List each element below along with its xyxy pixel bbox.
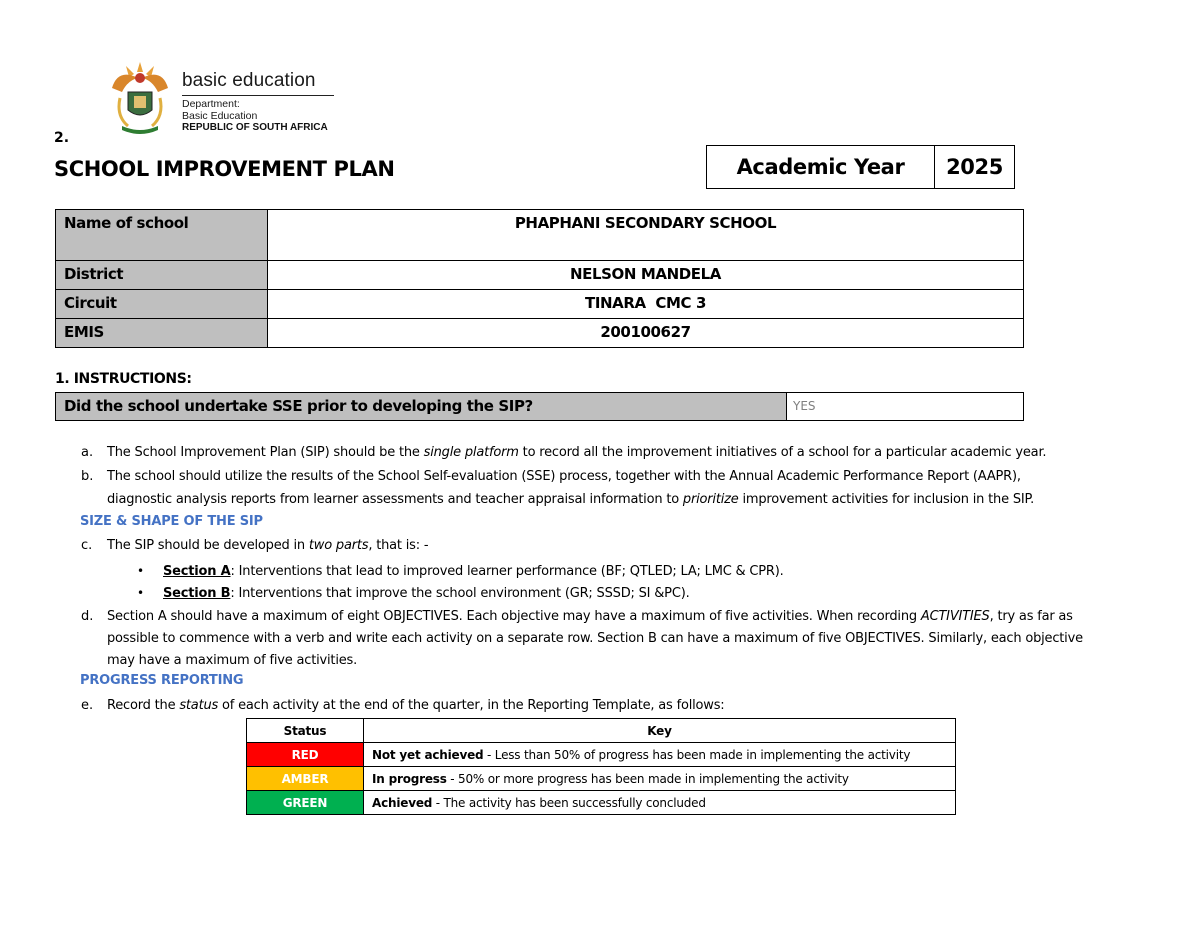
item-e-marker: e. (81, 698, 94, 713)
logo-divider (182, 95, 334, 96)
item-a-em: single platform (423, 445, 519, 460)
status-red-badge: RED (247, 743, 364, 767)
table-row (56, 319, 1024, 348)
item-e-pre: Record the (107, 698, 180, 713)
table-row (247, 767, 956, 791)
table-header-row (247, 719, 956, 743)
academic-year-label: Academic Year (707, 146, 935, 188)
page-title: SCHOOL IMPROVEMENT PLAN (54, 157, 395, 181)
section-b-text: : Interventions that improve the school environment (GR; SSSD; SI &PC). (230, 586, 690, 601)
status-green-key (364, 791, 956, 815)
instructions-heading: 1. INSTRUCTIONS: (55, 371, 192, 387)
status-header: Status (247, 719, 364, 743)
item-e-text (107, 698, 724, 713)
department-logo (108, 58, 348, 138)
status-green-badge: GREEN (247, 791, 364, 815)
item-b-line2-em: prioritize (682, 492, 739, 507)
section-a-text: : Interventions that lead to improved learner performance (BF; QTLED; LA; LMC & CPR). (230, 564, 784, 579)
district-label: District (56, 261, 268, 290)
section-number: 2. (54, 130, 70, 146)
item-a-pre: The School Improvement Plan (SIP) should be the (107, 445, 424, 460)
item-a-post: to record all the improvement initiatives of a school for a particular academic year. (518, 445, 1047, 460)
table-row (56, 210, 1024, 261)
school-name-label: Name of school (56, 210, 268, 261)
item-c-em: two parts (308, 538, 369, 553)
table-row (56, 261, 1024, 290)
status-green-bold: Achieved (372, 795, 433, 810)
sse-answer[interactable]: YES (793, 399, 816, 413)
item-c-text (107, 538, 428, 553)
status-green-desc: - The activity has been successfully concluded (432, 795, 706, 810)
item-c-post: , that is: - (368, 538, 429, 553)
sse-question-row (55, 392, 1024, 421)
table-row (247, 743, 956, 767)
size-shape-heading: SIZE & SHAPE OF THE SIP (80, 514, 263, 529)
item-d-line1-post: , try as far as (989, 609, 1073, 624)
status-red-bold: Not yet achieved (372, 747, 484, 762)
status-key-table (246, 718, 956, 815)
item-b-line2 (107, 492, 1034, 507)
bullet-dot-icon: • (137, 586, 145, 600)
district-value: NELSON MANDELA (268, 261, 1024, 290)
item-d-marker: d. (81, 609, 94, 624)
school-info-table (55, 209, 1024, 348)
section-b-bullet (163, 586, 690, 601)
academic-year-value: 2025 (946, 155, 1003, 179)
circuit-label: Circuit (56, 290, 268, 319)
item-d-line1-em: ACTIVITIES (920, 609, 990, 624)
section-a-bullet (163, 564, 784, 579)
school-name-value: PHAPHANI SECONDARY SCHOOL (268, 210, 1024, 261)
item-e-em: status (179, 698, 219, 713)
item-c-pre: The SIP should be developed in (107, 538, 309, 553)
status-amber-badge: AMBER (247, 767, 364, 791)
status-red-desc: - Less than 50% of progress has been made in implementing the activity (483, 747, 911, 762)
item-e-post: of each activity at the end of the quarter, in the Reporting Template, as follows: (218, 698, 725, 713)
coat-of-arms-icon (108, 58, 172, 138)
logo-country: REPUBLIC OF SOUTH AFRICA (182, 122, 328, 133)
item-c-marker: c. (81, 538, 93, 553)
item-b-marker: b. (81, 469, 94, 484)
logo-department (182, 99, 257, 122)
item-b-line2-post: improvement activities for inclusion in the SIP. (738, 492, 1035, 507)
sse-question: Did the school undertake SSE prior to developing the SIP? (56, 393, 787, 420)
item-d-line3: may have a maximum of five activities. (107, 653, 358, 668)
logo-dept-line1: Department: (182, 98, 240, 110)
status-amber-key (364, 767, 956, 791)
logo-title: basic education (182, 70, 316, 91)
status-red-key (364, 743, 956, 767)
item-d-line2: possible to commence with a verb and write each activity on a separate row. Section B can have a maximum of five OBJECTIVES. Similarly, each objective (107, 631, 1083, 646)
emis-value: 200100627 (268, 319, 1024, 348)
status-amber-desc: - 50% or more progress has been made in implementing the activity (446, 771, 849, 786)
bullet-dot-icon: • (137, 564, 145, 578)
circuit-value: TINARA CMC 3 (268, 290, 1024, 319)
item-a-text (107, 445, 1046, 460)
section-a-label: Section A (163, 564, 231, 579)
emis-label: EMIS (56, 319, 268, 348)
table-row (56, 290, 1024, 319)
section-b-label: Section B (163, 586, 231, 601)
progress-reporting-heading: PROGRESS REPORTING (80, 673, 244, 688)
logo-dept-line2: Basic Education (182, 109, 258, 122)
status-amber-bold: In progress (372, 771, 447, 786)
key-header: Key (364, 719, 956, 743)
item-d-line1 (107, 609, 1073, 624)
item-a-marker: a. (81, 445, 94, 460)
item-d-line1-pre: Section A should have a maximum of eight OBJECTIVES. Each objective may have a maximum of five activities. When recording (107, 609, 921, 624)
item-b-line1: The school should utilize the results of the School Self-evaluation (SSE) process, together with the Annual Academic Performance Report (AAPR), (107, 469, 1021, 484)
item-b-line2-pre: diagnostic analysis reports from learner assessments and teacher appraisal information to (107, 492, 683, 507)
academic-year-box (706, 145, 1015, 189)
table-row (247, 791, 956, 815)
